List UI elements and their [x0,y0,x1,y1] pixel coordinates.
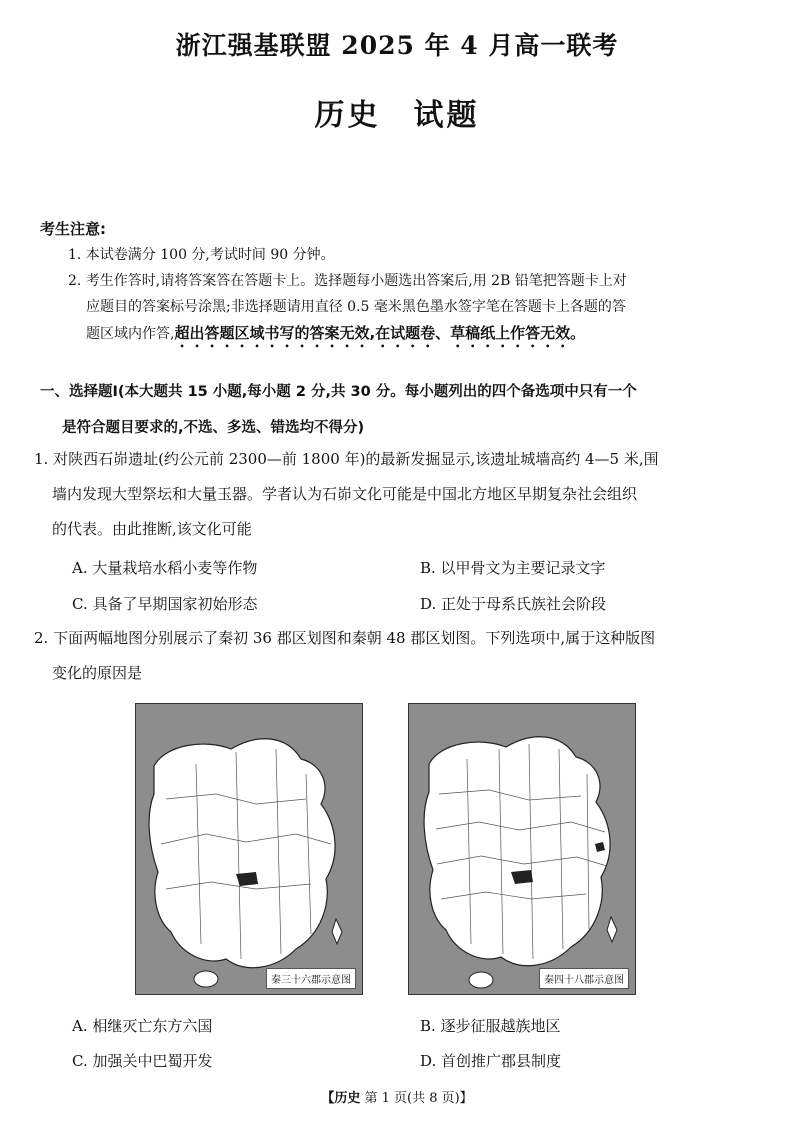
question-1-option-b: B. 以甲骨文为主要记录文字 [420,559,606,577]
question-2-option-d: D. 首创推广郡县制度 [420,1052,562,1070]
notice-item-1: 1. 本试卷满分 100 分,考试时间 90 分钟。 [68,247,335,263]
map-qin-48-commanderies [408,703,636,995]
section-heading-line-2: 是符合题目要求的,不选、多选、错选均不得分) [62,420,365,436]
question-2-line-2: 变化的原因是 [52,664,143,682]
exam-title: 浙江强基联盟 2025 年 4 月高一联考 [175,31,619,60]
notice-item-2 [68,268,758,351]
question-1-option-d: D. 正处于母系氏族社会阶段 [420,595,607,613]
question-2-stem [34,621,762,691]
notice-emphasis: 超出答题区域书写的答案无效,在试题卷、草稿纸上作答无效。 [174,324,586,342]
notice-item-2-line-1: 2. 考生作答时,请将答案答在答题卡上。选择题每小题选出答案后,用 2B 铅笔把答题卡上对 [68,273,627,289]
notice-item-2-line-3 [68,320,758,351]
question-2-line-1: 2. 下面两幅地图分别展示了秦初 36 郡区划图和秦朝 48 郡区划图。下列选项中,属于这种版图 [34,629,656,647]
subject-title: 历史 试题 [314,98,480,133]
question-1-stem [34,442,762,547]
question-2-option-b: B. 逐步征服越族地区 [420,1017,561,1035]
map-right-drawing [409,704,635,994]
map-left-drawing [136,704,362,994]
question-1-line-2: 墙内发现大型祭坛和大量玉器。学者认为石峁文化可能是中国北方地区早期复杂社会组织 [52,485,638,503]
footer-subject: 【历史 [321,1091,361,1106]
map-right-caption: 秦四十八郡示意图 [539,968,629,989]
map-left-caption: 秦三十六郡示意图 [266,968,356,989]
map-qin-36-commanderies [135,703,363,995]
page-footer [0,1087,794,1106]
question-2-option-c: C. 加强关中巴蜀开发 [72,1052,213,1070]
footer-page-number: 第 1 页(共 8 页)】 [364,1091,473,1106]
section-heading-line-1: 一、选择题Ⅰ(本大题共 15 小题,每小题 2 分,共 30 分。每小题列出的四个备选项中只有一个 [40,384,637,400]
notice-heading: 考生注意: [40,220,106,238]
notice-item-2-line-2: 应题目的答案标号涂黑;非选择题请用直径 0.5 毫米黑色墨水签字笔在答题卡上各题的答 [86,299,626,315]
notice-item-2-line-3-plain: 题区域内作答, [86,326,175,342]
question-1-option-a: A. 大量栽培水稻小麦等作物 [72,559,258,577]
question-2-option-a: A. 相继灭亡东方六国 [72,1017,213,1035]
question-1-option-c: C. 具备了早期国家初始形态 [72,595,258,613]
question-1-line-3: 的代表。由此推断,该文化可能 [52,520,252,538]
question-1-line-1: 1. 对陕西石峁遗址(约公元前 2300—前 1800 年)的最新发掘显示,该遗址城墙高约 4—5 米,围 [34,450,659,468]
section-heading [40,374,760,446]
